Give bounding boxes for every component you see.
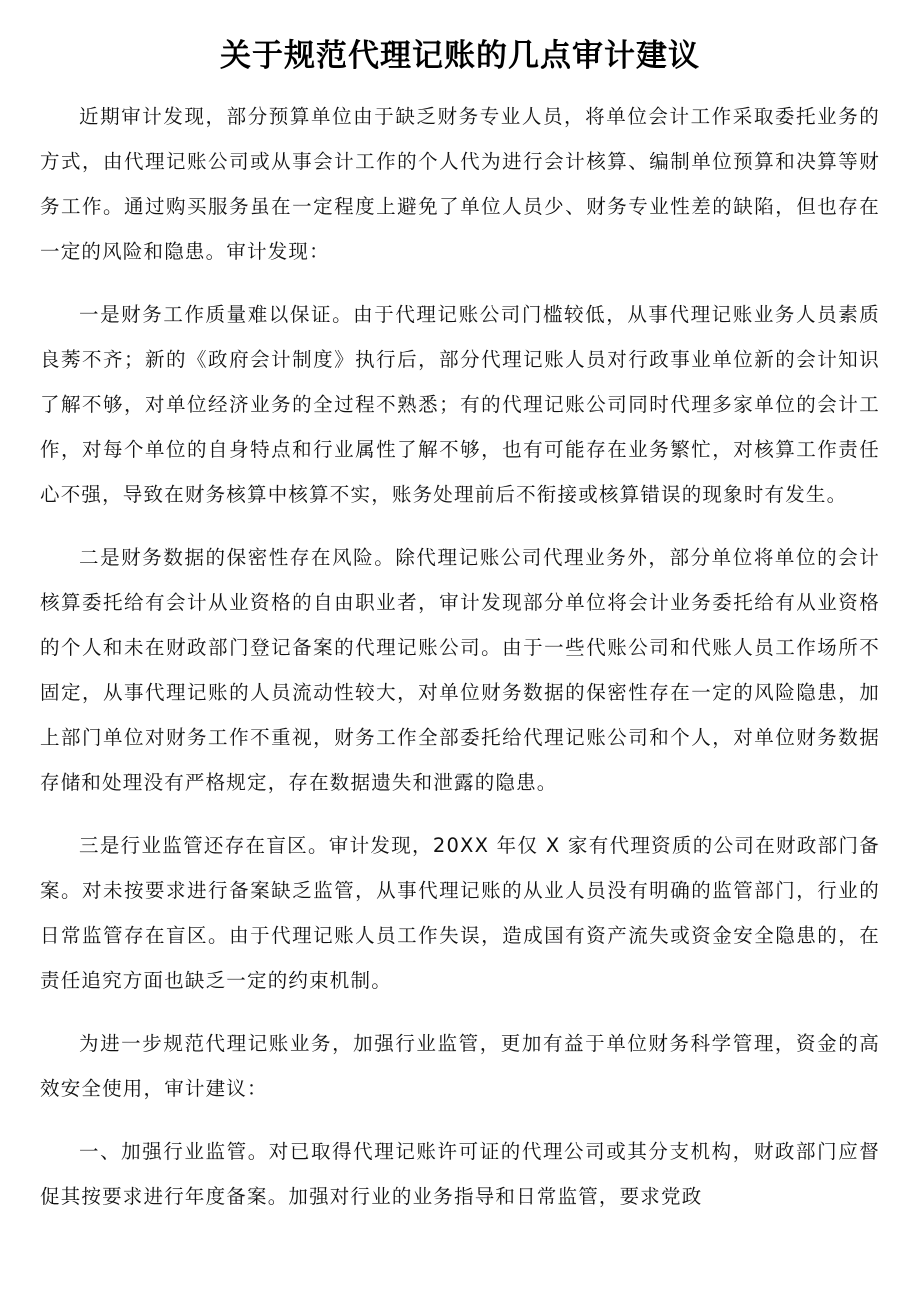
paragraph-recommendation-1: 一、加强行业监管。对已取得代理记账许可证的代理公司或其分支机构，财政部门应督促其按要求进行年度备案。加强对行业的业务指导和日常监管，要求党政 [40,1140,880,1208]
paragraph-finding-3: 三是行业监管还存在盲区。审计发现，20XX 年仅 X 家有代理资质的公司在财政部门备案。对未按要求进行备案缺乏监管，从事代理记账的从业人员没有明确的监管部门，行业的日常监管存在盲区。由于代理记账人员工作失误，造成国有资产流失或资金安全隐患的，在责任追究方面也缺乏一定的约束机制。 [40,834,880,992]
paragraph-finding-1: 一是财务工作质量难以保证。由于代理记账公司门槛较低，从事代理记账业务人员素质良莠不齐；新的《政府会计制度》执行后，部分代理记账人员对行政事业单位新的会计知识了解不够，对单位经济业务的全过程不熟悉；有的代理记账公司同时代理多家单位的会计工作，对每个单位的自身特点和行业属性了解不够，也有可能存在业务繁忙，对核算工作责任心不强，导致在财务核算中核算不实，账务处理前后不衔接或核算错误的现象时有发生。 [40,303,880,506]
paragraph-finding-2: 二是财务数据的保密性存在风险。除代理记账公司代理业务外，部分单位将单位的会计核算委托给有会计从业资格的自由职业者，审计发现部分单位将会计业务委托给有从业资格的个人和未在财政部门登记备案的代理记账公司。由于一些代账公司和代账人员工作场所不固定，从事代理记账的人员流动性较大，对单位财务数据的保密性存在一定的风险隐患，加上部门单位对财务工作不重视，财务工作全部委托给代理记账公司和个人，对单位财务数据存储和处理没有严格规定，存在数据遗失和泄露的隐患。 [40,546,880,794]
paragraph-recommendation-intro: 为进一步规范代理记账业务，加强行业监管，更加有益于单位财务科学管理，资金的高效安全使用，审计建议： [40,1032,880,1100]
paragraph-intro: 近期审计发现，部分预算单位由于缺乏财务专业人员，将单位会计工作采取委托业务的方式，由代理记账公司或从事会计工作的个人代为进行会计核算、编制单位预算和决算等财务工作。通过购买服务虽在一定程度上避免了单位人员少、财务专业性差的缺陷，但也存在一定的风险和隐患。审计发现： [40,105,880,263]
document-body [40,94,880,1237]
document-title: 关于规范代理记账的几点审计建议 [220,38,700,74]
